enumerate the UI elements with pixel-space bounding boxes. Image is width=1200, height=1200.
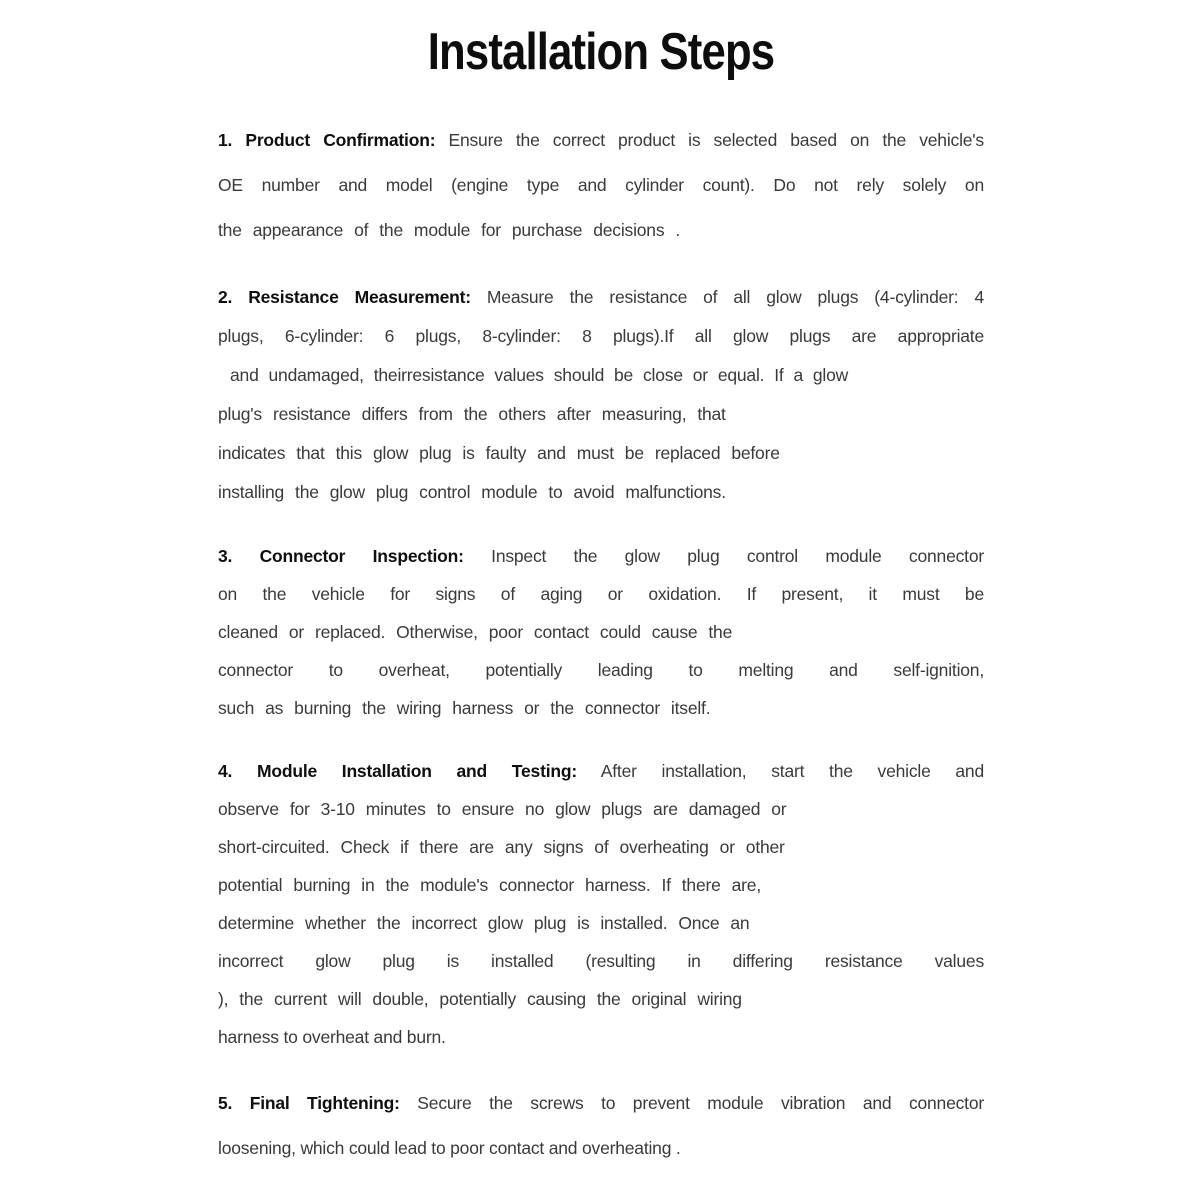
step-line: loosening, which could lead to poor contact and overheating . <box>218 1138 681 1158</box>
step-label: 2. Resistance Measurement: <box>218 287 471 307</box>
step-line: incorrect glow plug is installed (resulting in differing resistance values <box>218 951 984 971</box>
steps-list <box>218 118 984 1171</box>
step-line: short-circuited. Check if there are any signs of overheating or other <box>218 837 785 857</box>
step-line: ), the current will double, potentially causing the original wiring <box>218 989 742 1009</box>
step-line: and undamaged, theirresistance values should be close or equal. If a glow <box>230 365 849 385</box>
step-line: on the vehicle for signs of aging or oxidation. If present, it must be <box>218 584 984 604</box>
step-line: 4. Module Installation and Testing: After installation, start the vehicle and <box>218 761 984 781</box>
step-line: plugs, 6-cylinder: 6 plugs, 8-cylinder: 8 plugs).If all glow plugs are appropriate <box>218 326 984 346</box>
step-paragraph <box>218 1081 984 1171</box>
step-paragraph <box>218 752 984 1056</box>
step-label: 5. Final Tightening: <box>218 1093 400 1113</box>
step-line: harness to overheat and burn. <box>218 1027 446 1047</box>
step-line: such as burning the wiring harness or the connector itself. <box>218 698 711 718</box>
step-label: 4. Module Installation and Testing: <box>218 761 577 781</box>
step-line: the appearance of the module for purchase decisions . <box>218 220 681 240</box>
step-line: connector to overheat, potentially leading to melting and self-ignition, <box>218 660 984 680</box>
step-line: indicates that this glow plug is faulty and must be replaced before <box>218 443 780 463</box>
step-line: 1. Product Confirmation: Ensure the correct product is selected based on the vehicle's <box>218 130 984 150</box>
step-line: cleaned or replaced. Otherwise, poor contact could cause the <box>218 622 733 642</box>
document-content <box>218 22 984 1171</box>
step-line: installing the glow plug control module to avoid malfunctions. <box>218 482 726 502</box>
step-line: 5. Final Tightening: Secure the screws to prevent module vibration and connector <box>218 1093 984 1113</box>
step-line: observe for 3-10 minutes to ensure no glow plugs are damaged or <box>218 799 787 819</box>
page-title: Installation Steps <box>427 23 775 81</box>
step-line: potential burning in the module's connector harness. If there are, <box>218 875 761 895</box>
step-line: determine whether the incorrect glow plug is installed. Once an <box>218 913 750 933</box>
step-paragraph <box>218 537 984 727</box>
step-label: 1. Product Confirmation: <box>218 130 436 150</box>
step-line: OE number and model (engine type and cylinder count). Do not rely solely on <box>218 175 984 195</box>
document-page <box>0 22 1200 1200</box>
step-paragraph <box>218 278 984 512</box>
step-paragraph <box>218 118 984 253</box>
step-line: 2. Resistance Measurement: Measure the resistance of all glow plugs (4-cylinder: 4 <box>218 287 984 307</box>
step-line: 3. Connector Inspection: Inspect the glow plug control module connector <box>218 546 984 566</box>
step-line: plug's resistance differs from the others after measuring, that <box>218 404 726 424</box>
step-label: 3. Connector Inspection: <box>218 546 464 566</box>
